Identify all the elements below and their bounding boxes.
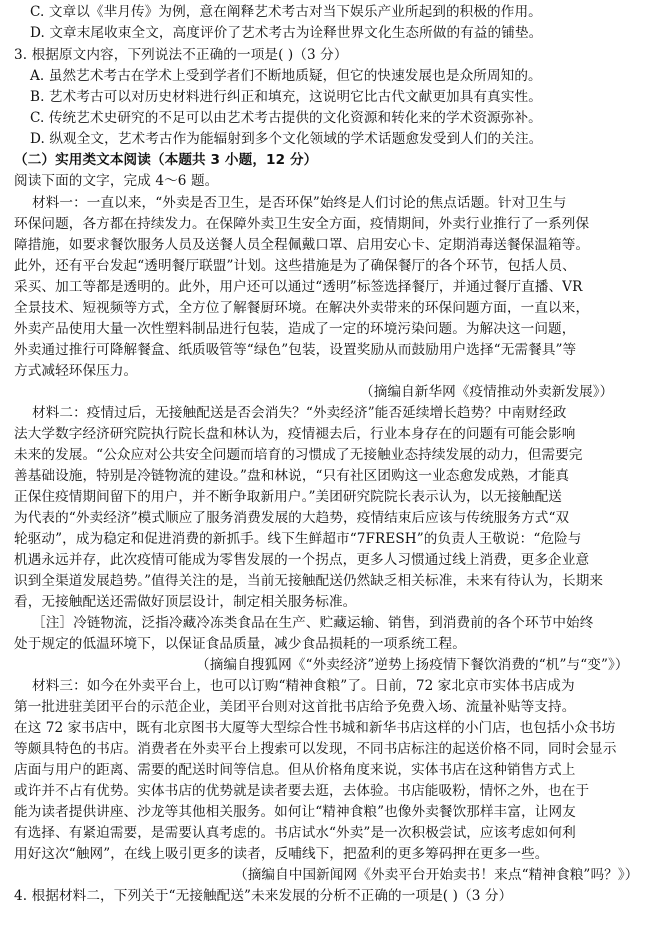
note-line: 处于规定的低温环境下，以保证食品质量，减少食品损耗的一项系统工程。 [14, 636, 466, 652]
material-2-line: 轮驱动”，成为稳定和促进消费的新抓手。线下生鲜超市“7FRESH”的负责人王敬说：“危险与 [14, 531, 582, 547]
material-1-line: 材料一：一直以来，“外卖是否卫生，是否环保”始终是人们讨论的焦点话题。针对卫生与 [32, 195, 567, 211]
material-2-line: 识到全渠道发展趋势。”值得关注的是，当前无接触配送仍然缺乏相关标准，未来有待认为，长期来 [14, 573, 604, 589]
material-1-line: 全景技术、短视频等方式，全方位了解餐厨环境。在解决外卖带来的环保问题方面，一直以来， [14, 300, 590, 316]
material-3-line: 材料三：如今在外卖平台上，也可以订购“精神食粮”了。日前，72 家北京市实体书店成为 [32, 678, 575, 694]
material-2-line: 法大学数字经济研究院执行院长盘和林认为，疫情褪去后，行业本身存在的问题有可能会影响 [14, 426, 576, 442]
instruction-line: 阅读下面的文字，完成 4～6 题。 [14, 173, 219, 189]
material-2-line: 未来的发展。“公众应对公共安全问题而培育的习惯成了无接触业态持续发展的动力，但需要完 [14, 447, 583, 463]
material-2-line: 为代表的“外卖经济”模式顺应了服务消费发展的大趋势，疫情结束后应该与传统服务方式“双 [14, 510, 570, 526]
option-line: D. 纵观全文，艺术考古作为能辐射到多个文化领域的学术话题愈发受到人们的关注。 [30, 131, 543, 147]
material-2-line: 材料二：疫情过后，无接触配送是否会消失？“外卖经济”能否延续增长趋势？中南财经政 [32, 405, 567, 421]
question-4-stem: 4. 根据材料二，下列关于“无接触配送”未来发展的分析不正确的一项是( )（3 分） [14, 888, 513, 904]
option-line: B. 艺术考古可以对历史材料进行纠正和填充，这说明它比古代文献更加具有真实性。 [30, 89, 542, 105]
material-1-line: 环保问题，各方都在持续发力。在保障外卖卫生安全方面，疫情期间，外卖行业推行了一系列保 [14, 216, 590, 232]
material-1-line: 采买、加工等都是透明的。此外，用户还可以通过“透明”标签选择餐厅，并通过餐厅直播、VR [14, 279, 583, 295]
material-3-line: 第一批进驻美团平台的示范企业，美团平台则对这首批书店给予免费入场、流量补贴等支持。 [14, 699, 576, 715]
material-2-source: （摘编自搜狐网《“外卖经济”逆势上扬疫情下餐饮消费的“机”与“变”》） [196, 657, 629, 673]
material-3-source: （摘编自中国新闻网《外卖平台开始卖书！来点“精神食粮”吗？》） [234, 867, 639, 883]
material-3-line: 能为读者提供讲座、沙龙等其他相关服务。如何让“精神食粮”也像外卖餐饮那样丰富，让网友 [14, 804, 576, 820]
material-2-line: 看，无接触配送还需做好顶层设计，制定相关服务标准。 [14, 594, 357, 610]
material-1-line: 外卖产品使用大量一次性塑料制品进行包装，造成了一定的环境污染问题。为解决这一问题， [14, 321, 576, 337]
option-line: C. 传统艺术史研究的不足可以由艺术考古提供的文化资源和转化来的学术资源弥补。 [30, 110, 542, 126]
note-line: ［注］冷链物流，泛指冷藏冷冻类食品在生产、贮藏运输、销售，到消费前的各个环节中始终 [32, 615, 594, 631]
material-1-line: 外卖通过推行可降解餐盒、纸质吸管等“绿色”包装，设置奖励从而鼓励用户选择“无需餐具”等 [14, 342, 577, 358]
option-line: C. 文章以《芈月传》为例，意在阐释艺术考古对当下娱乐产业所起到的积极的作用。 [30, 4, 542, 20]
material-1-line: 此外，还有平台发起“透明餐厅联盟”计划。这些措施是为了确保餐厅的各个环节，包括人员、 [14, 258, 576, 274]
material-3-line: 或许并不占有优势。实体书店的优势就是读者要去逛，去体验。书店能吸粉，情怀之外，也在于 [14, 783, 590, 799]
material-3-line: 店面与用户的距离、需要的配送时间等信息。但从价格角度来说，实体书店在这种销售方式上 [14, 762, 576, 778]
option-line: D. 文章末尾收束全文，高度评价了艺术考古为诠释世界文化生态所做的有益的铺垫。 [30, 25, 543, 41]
material-3-line: 在这 72 家书店中，既有北京图书大厦等大型综合性书城和新华书店这样的小门店，也包括小众书坊 [14, 720, 616, 736]
option-line: A. 虽然艺术考古在学术上受到学者们不断地质疑，但它的快速发展也是众所周知的。 [30, 68, 542, 84]
material-3-line: 等颇具特色的书店。消费者在外卖平台上搜索可以发现，不同书店标注的起送价格不同，同时会显示 [14, 741, 617, 757]
material-1-line: 障措施，如要求餐饮服务人员及送餐人员全程佩戴口罩、启用安心卡、定期消毒送餐保温箱等。 [14, 237, 590, 253]
material-2-line: 善基础设施，特别是冷链物流的建设。”盘和林说，“只有社区团购这一业态愈发成熟，才能真 [14, 468, 570, 484]
question-3-stem: 3. 根据原文内容，下列说法不正确的一项是( )（3 分） [14, 47, 348, 63]
material-2-line: 机遇永远并存，此次疫情可能成为零售发展的一个拐点，更多人习惯通过线上消费，更多企业意 [14, 552, 590, 568]
material-1-line: 方式减轻环保压力。 [14, 363, 138, 379]
section-heading: （二）实用类文本阅读（本题共 3 小题，12 分） [14, 152, 318, 168]
material-3-line: 有选择、有紧迫需要，是需要认真考虑的。书店试水“外卖”是一次积极尝试，应该考虑如何利 [14, 825, 576, 841]
material-1-source: （摘编自新华网《疫情推动外卖新发展》） [360, 384, 614, 400]
material-3-line: 用好这次“触网”，在线上吸引更多的读者，反哺线下，把盈利的更多筹码押在更多一些。 [14, 846, 549, 862]
material-2-line: 正保住疫情期间留下的用户，并不断争取新用户。”美团研究院院长表示认为，以无接触配送 [14, 489, 562, 505]
